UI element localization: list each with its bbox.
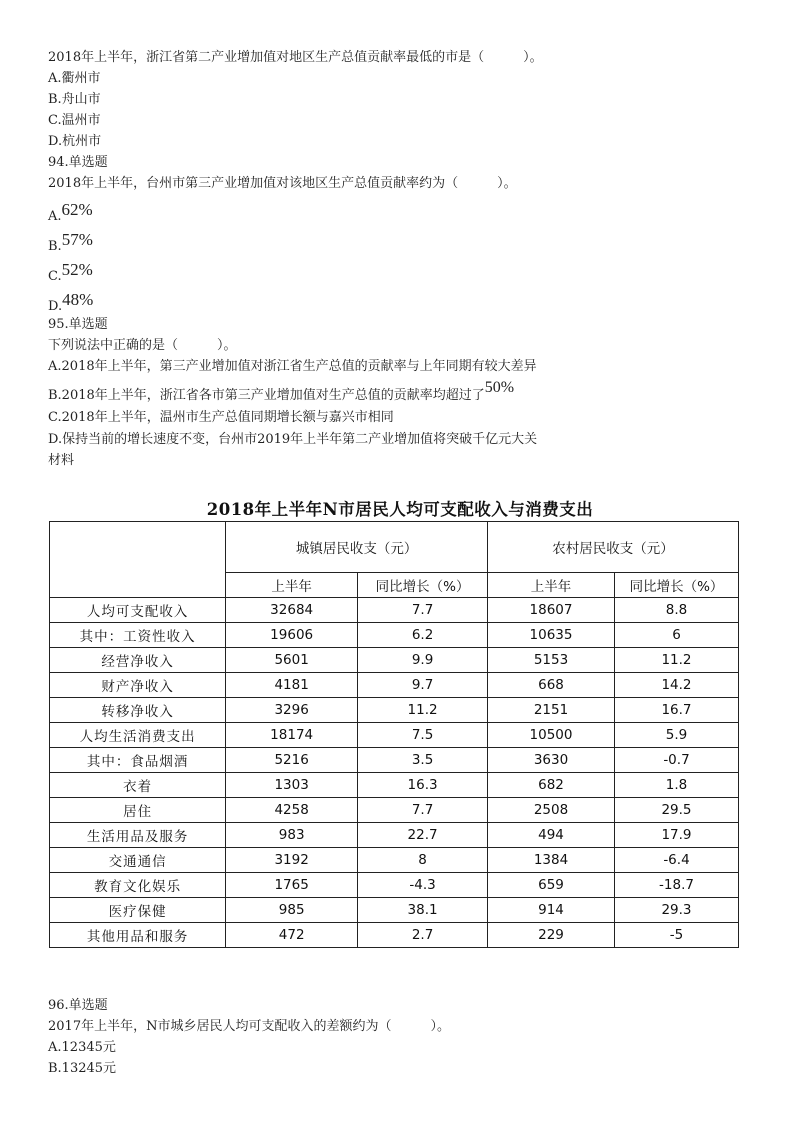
rural-growth-cell: -18.7 (614, 873, 738, 898)
q94-option-a[interactable] (48, 200, 93, 226)
row-label-cell: 转移净收入 (50, 698, 226, 723)
row-label-cell: 生活用品及服务 (50, 823, 226, 848)
table-row (50, 723, 739, 748)
table-row (50, 923, 739, 948)
q95-type: 95.单选题 (48, 317, 108, 332)
row-label-cell: 交通通信 (50, 848, 226, 873)
rural-growth-cell: 14.2 (614, 673, 738, 698)
row-label-cell: 其中：食品烟酒 (50, 748, 226, 773)
table-row (50, 873, 739, 898)
urban-half-year-cell: 983 (226, 823, 358, 848)
urban-half-year-cell: 18174 (226, 723, 358, 748)
urban-growth-cell: 7.7 (358, 798, 488, 823)
row-label-cell: 教育文化娱乐 (50, 873, 226, 898)
table-row (50, 898, 739, 923)
urban-half-year-cell: 472 (226, 923, 358, 948)
q94-option-d-value: 48% (62, 290, 94, 309)
material-label: 材料 (48, 453, 75, 468)
q93-stem: 2018年上半年，浙江省第二产业增加值对地区生产总值贡献率最低的市是（ ）。 (48, 50, 543, 65)
urban-growth-header: 同比增长（%） (358, 573, 488, 598)
rural-growth-cell: 29.5 (614, 798, 738, 823)
table-corner-cell (50, 522, 226, 598)
rural-half-year-header: 上半年 (488, 573, 615, 598)
rural-growth-cell: -6.4 (614, 848, 738, 873)
row-label-cell: 其他用品和服务 (50, 923, 226, 948)
table-row (50, 648, 739, 673)
urban-half-year-cell: 32684 (226, 598, 358, 623)
urban-half-year-cell: 19606 (226, 623, 358, 648)
table-row (50, 748, 739, 773)
q95-option-b-value: 50% (484, 379, 515, 396)
q95-option-d[interactable]: D.保持当前的增长速度不变，台州市2019年上半年第二产业增加值将突破千亿元大关 (48, 432, 538, 447)
rural-growth-cell: 17.9 (614, 823, 738, 848)
q95-option-b-text: B.2018年上半年，浙江省各市第三产业增加值对生产总值的贡献率均超过了 (48, 388, 485, 403)
q93-option-b[interactable]: B.舟山市 (48, 92, 101, 107)
rural-half-year-cell: 229 (488, 923, 615, 948)
rural-group-header: 农村居民收支（元） (488, 522, 739, 573)
row-label-cell: 衣着 (50, 773, 226, 798)
table-row (50, 598, 739, 623)
rural-half-year-cell: 494 (488, 823, 615, 848)
urban-growth-cell: 9.7 (358, 673, 488, 698)
q94-option-a-letter: A. (48, 209, 62, 224)
urban-growth-cell: -4.3 (358, 873, 488, 898)
q94-option-c-value: 52% (61, 260, 93, 279)
q96-type: 96.单选题 (48, 998, 108, 1013)
q93-option-c[interactable]: C.温州市 (48, 113, 101, 128)
rural-half-year-cell: 914 (488, 898, 615, 923)
row-label-cell: 其中：工资性收入 (50, 623, 226, 648)
table-row (50, 773, 739, 798)
urban-growth-cell: 9.9 (358, 648, 488, 673)
rural-half-year-cell: 2508 (488, 798, 615, 823)
row-label-cell: 经营净收入 (50, 648, 226, 673)
urban-half-year-cell: 5216 (226, 748, 358, 773)
rural-half-year-cell: 2151 (488, 698, 615, 723)
urban-growth-cell: 11.2 (358, 698, 488, 723)
rural-growth-header: 同比增长（%） (614, 573, 738, 598)
row-label-cell: 人均可支配收入 (50, 598, 226, 623)
q93-option-d[interactable]: D.杭州市 (48, 134, 102, 149)
q94-option-b-value: 57% (61, 230, 93, 249)
table-row (50, 823, 739, 848)
urban-growth-cell: 7.5 (358, 723, 488, 748)
q95-option-c[interactable]: C.2018年上半年，温州市生产总值同期增长额与嘉兴市相同 (48, 410, 394, 425)
table-row (50, 848, 739, 873)
urban-half-year-cell: 4181 (226, 673, 358, 698)
rural-growth-cell: -0.7 (614, 748, 738, 773)
urban-half-year-cell: 3192 (226, 848, 358, 873)
urban-growth-cell: 2.7 (358, 923, 488, 948)
rural-growth-cell: 6 (614, 623, 738, 648)
table-title: 2018年上半年N市居民人均可支配收入与消费支出 (206, 500, 594, 519)
urban-growth-cell: 3.5 (358, 748, 488, 773)
q94-option-d-letter: D. (48, 299, 63, 314)
row-label-cell: 人均生活消费支出 (50, 723, 226, 748)
rural-half-year-cell: 1384 (488, 848, 615, 873)
rural-growth-cell: 11.2 (614, 648, 738, 673)
rural-half-year-cell: 659 (488, 873, 615, 898)
urban-growth-cell: 22.7 (358, 823, 488, 848)
q94-option-c[interactable] (48, 260, 93, 286)
rural-growth-cell: 29.3 (614, 898, 738, 923)
q93-option-a[interactable]: A.衢州市 (48, 71, 101, 86)
urban-half-year-cell: 1765 (226, 873, 358, 898)
urban-half-year-header: 上半年 (226, 573, 358, 598)
urban-growth-cell: 8 (358, 848, 488, 873)
urban-half-year-cell: 4258 (226, 798, 358, 823)
rural-half-year-cell: 668 (488, 673, 615, 698)
urban-growth-cell: 7.7 (358, 598, 488, 623)
income-expense-table (49, 521, 739, 948)
q94-option-b-letter: B. (48, 239, 62, 254)
q95-stem: 下列说法中正确的是（ ）。 (48, 338, 237, 353)
rural-growth-cell: 5.9 (614, 723, 738, 748)
urban-group-header: 城镇居民收支（元） (226, 522, 488, 573)
rural-half-year-cell: 10500 (488, 723, 615, 748)
rural-half-year-cell: 682 (488, 773, 615, 798)
q94-option-d[interactable] (48, 290, 94, 316)
table-row (50, 623, 739, 648)
rural-half-year-cell: 5153 (488, 648, 615, 673)
table-header-row (50, 522, 739, 573)
q95-option-a[interactable]: A.2018年上半年，第三产业增加值对浙江省生产总值的贡献率与上年同期有较大差异 (48, 359, 537, 374)
urban-growth-cell: 16.3 (358, 773, 488, 798)
table-row (50, 798, 739, 823)
q94-option-a-value: 62% (61, 200, 93, 219)
row-label-cell: 居住 (50, 798, 226, 823)
q94-option-b[interactable] (48, 230, 93, 256)
table-row (50, 698, 739, 723)
rural-half-year-cell: 18607 (488, 598, 615, 623)
rural-growth-cell: 16.7 (614, 698, 738, 723)
q94-option-c-letter: C. (48, 269, 62, 284)
q94-stem: 2018年上半年，台州市第三产业增加值对该地区生产总值贡献率约为（ ）。 (48, 176, 517, 191)
rural-growth-cell: -5 (614, 923, 738, 948)
row-label-cell: 财产净收入 (50, 673, 226, 698)
urban-half-year-cell: 3296 (226, 698, 358, 723)
rural-growth-cell: 8.8 (614, 598, 738, 623)
q96-stem: 2017年上半年，N市城乡居民人均可支配收入的差额约为（ ）。 (48, 1019, 450, 1034)
table-row (50, 673, 739, 698)
q96-option-b[interactable]: B.13245元 (48, 1061, 117, 1076)
urban-half-year-cell: 985 (226, 898, 358, 923)
rural-half-year-cell: 3630 (488, 748, 615, 773)
urban-half-year-cell: 5601 (226, 648, 358, 673)
urban-half-year-cell: 1303 (226, 773, 358, 798)
q94-type: 94.单选题 (48, 155, 108, 170)
q95-option-b[interactable] (48, 379, 515, 405)
rural-half-year-cell: 10635 (488, 623, 615, 648)
urban-growth-cell: 38.1 (358, 898, 488, 923)
urban-growth-cell: 6.2 (358, 623, 488, 648)
q96-option-a[interactable]: A.12345元 (48, 1040, 116, 1055)
rural-growth-cell: 1.8 (614, 773, 738, 798)
row-label-cell: 医疗保健 (50, 898, 226, 923)
